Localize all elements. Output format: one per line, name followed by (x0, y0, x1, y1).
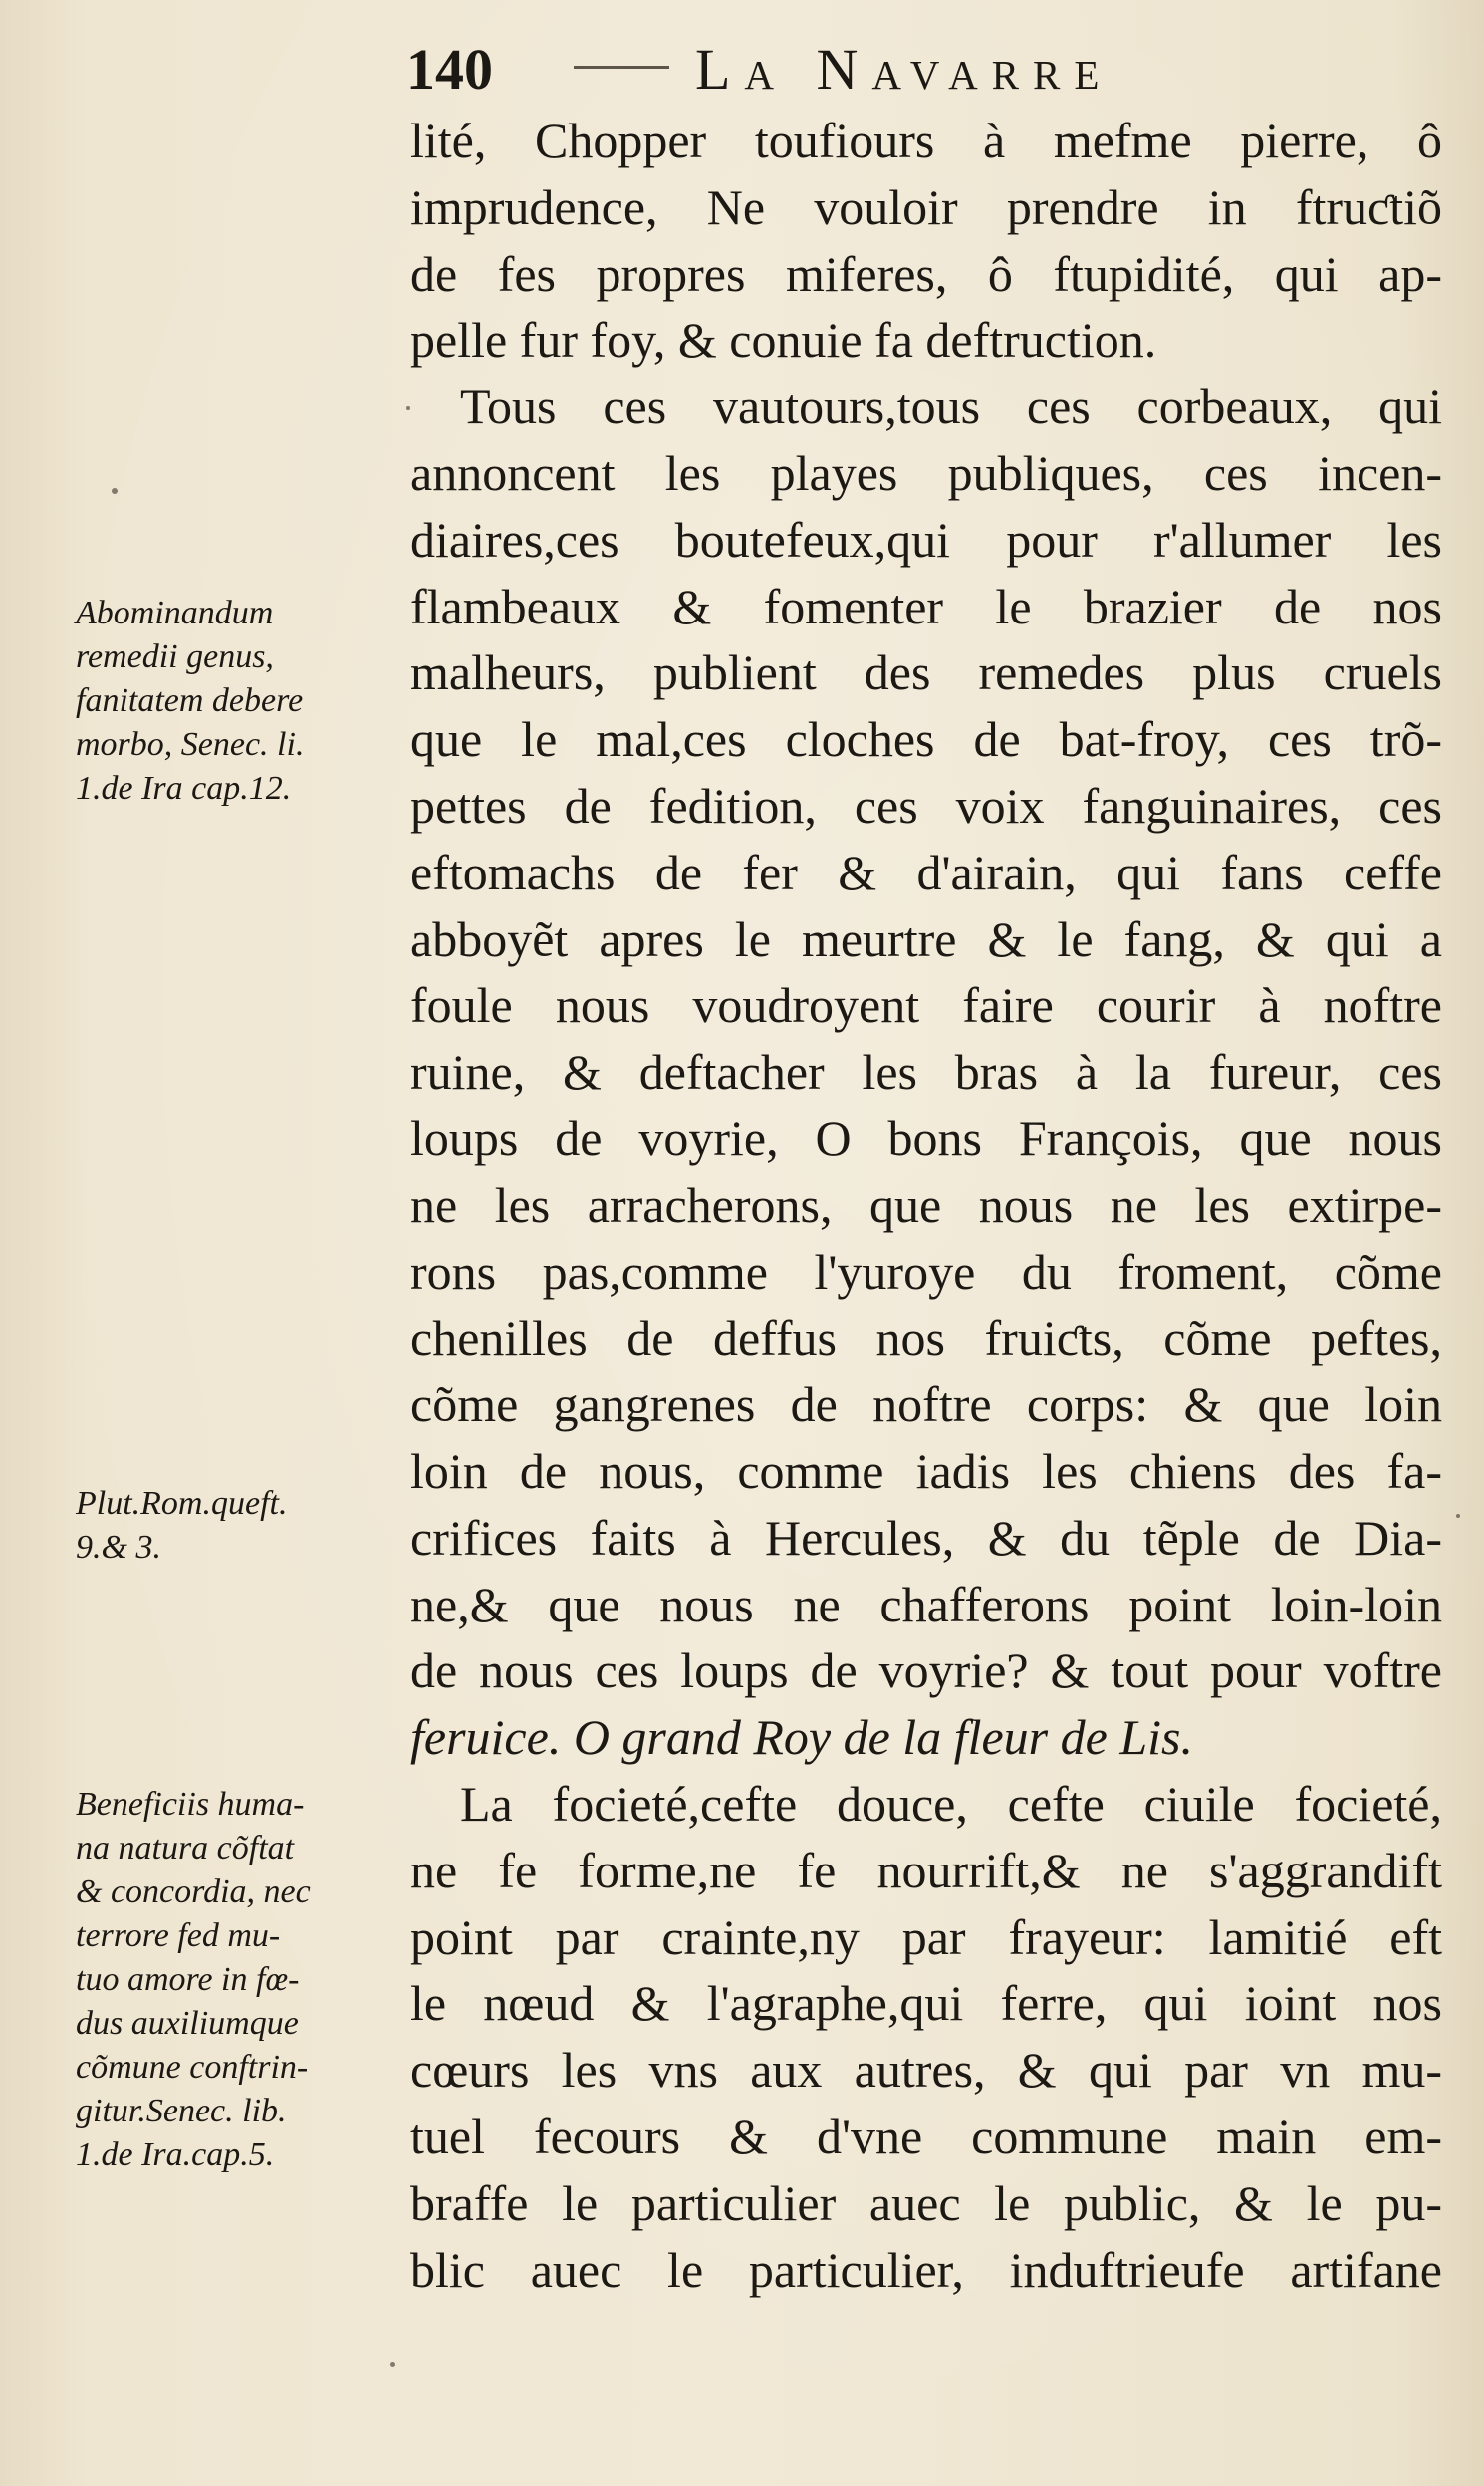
text-line: ne fe forme,ne fe nourrift,& ne s'aggrandift (410, 1842, 1442, 1898)
margin-note-line: na natura cõftat (76, 1830, 295, 1866)
margin-note-line: dus auxiliumque (76, 2005, 299, 2042)
margin-note-line: & concordia, nec (76, 1873, 311, 1910)
main-text-block (410, 108, 1442, 2303)
margin-note-line: 9.& 3. (76, 1529, 161, 1566)
text-line: abboyẽt apres le meurtre & le fang, & qui a (410, 910, 1442, 967)
text-line: rons pas,comme l'yuroye du froment, cõme (410, 1243, 1442, 1300)
text-line: le nœud & l'agraphe,qui ferre, qui ioint nos (410, 1975, 1442, 2032)
text-line: loups de voyrie, O bons François, que nous (410, 1110, 1442, 1166)
text-line: de nous ces loups de voyrie? & tout pour voftre (410, 1642, 1442, 1699)
paper-speck (112, 488, 118, 494)
text-line: cõme gangrenes de noftre corps: & que loin (410, 1376, 1442, 1433)
margin-note-line: remedii genus, (76, 638, 274, 675)
margin-note-line: fanitatem debere (76, 682, 304, 719)
text-line: blic auec le particulier, induftrieufe artifane (410, 2241, 1442, 2298)
margin-note (76, 1783, 404, 2177)
text-line: de fes propres miferes, ô ftupidité, qui ap- (410, 245, 1442, 302)
margin-note-line: Abominandum (76, 595, 274, 631)
text-line: crifices faits à Hercules, & du tẽple de Dia- (410, 1509, 1442, 1566)
margin-note-line: gitur.Senec. lib. (76, 2093, 287, 2129)
paper-speck (406, 406, 410, 410)
margin-note-line: tuo amore in fœ- (76, 1961, 300, 1998)
text-line: eftomachs de fer & d'airain, qui fans ceffe (410, 844, 1442, 900)
paper-speck (1456, 1514, 1460, 1518)
paper-speck (390, 2362, 395, 2367)
text-line: pelle fur foy, & conuie fa deftruction. (410, 312, 1157, 369)
text-line: flambeaux & fomenter le brazier de nos (410, 578, 1442, 634)
margin-note-line: Beneficiis huma- (76, 1786, 305, 1823)
paragraph-start-line: La focieté,cefte douce, cefte ciuile focieté, (460, 1775, 1442, 1832)
text-line: ne,& que nous ne chafferons point loin-loin (410, 1576, 1442, 1632)
italic-text-line: feruice. O grand Roy de la fleur de Lis. (410, 1709, 1193, 1766)
margin-note-line: Plut.Rom.queft. (76, 1485, 288, 1522)
text-line: cœurs les vns aux autres, & qui par vn mu- (410, 2042, 1442, 2099)
text-line: lité, Chopper toufiours à mefme pierre, ô (410, 113, 1442, 168)
text-line: chenilles de deffus nos fruiƈts, cõme peftes, (410, 1310, 1442, 1367)
margin-note-line: 1.de Ira.cap.5. (76, 2136, 275, 2173)
text-line: ne les arracherons, que nous ne les extirpe- (410, 1176, 1442, 1233)
text-line: foule nous voudroyent faire courir à noftre (410, 977, 1442, 1034)
margin-note-line: 1.de Ira cap.12. (76, 770, 292, 807)
text-line: tuel fecours & d'vne commune main em- (410, 2108, 1442, 2164)
page-number: 140 (406, 37, 493, 102)
running-head: La Navarre (695, 37, 1113, 102)
text-line: ruine, & deftacher les bras à la fureur, ces (410, 1044, 1442, 1101)
text-line: loin de nous, comme iadis les chiens des fa- (410, 1442, 1442, 1499)
margin-note-line: terrore fed mu- (76, 1917, 281, 1954)
page-header (406, 30, 1442, 110)
text-line: diaires,ces boutefeux,qui pour r'allumer les (410, 511, 1442, 568)
text-line: malheurs, publient des remedes plus cruels (410, 644, 1442, 701)
margin-note (76, 592, 404, 811)
text-line: annoncent les playes publiques, ces incen- (410, 444, 1442, 501)
margin-note (76, 1482, 404, 1570)
text-line: point par crainte,ny par frayeur: lamitié eft (410, 1908, 1442, 1965)
margin-note-line: cõmune conftrin- (76, 2049, 309, 2086)
text-line: que le mal,ces cloches de bat-froy, ces trõ- (410, 711, 1442, 768)
margin-note-line: morbo, Senec. li. (76, 726, 305, 763)
text-line: braffe le particulier auec le public, & le pu- (410, 2174, 1442, 2231)
paragraph-start-line: Tous ces vautours,tous ces corbeaux, qui (460, 378, 1442, 435)
header-rule (574, 66, 669, 69)
text-line: imprudence, Ne vouloir prendre in ftruƈtiõ (410, 178, 1442, 235)
text-line: pettes de fedition, ces voix fanguinaires, ces (410, 777, 1442, 834)
